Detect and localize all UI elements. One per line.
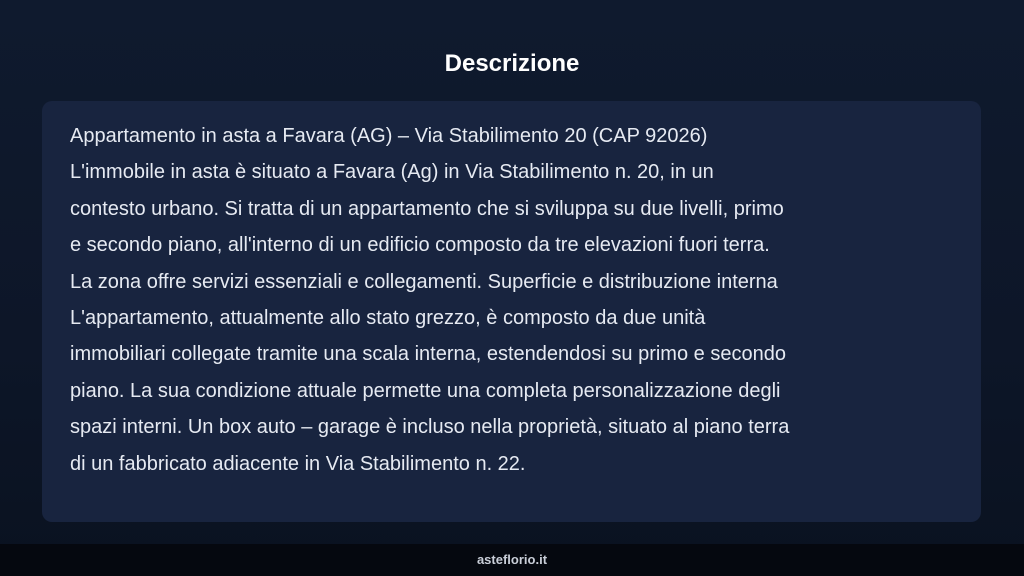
description-card [42,101,981,522]
description-text: Appartamento in asta a Favara (AG) – Via Stabilimento 20 (CAP 92026) L'immobile in asta è situato a Favara (Ag) in Via Stabilimento n. 20, in un contesto urbano. Si tratta di un appartamento che si sviluppa su due livelli, primo e secondo piano, all'interno di un edificio composto da tre elevazioni fuori terra. La zona offre servizi essenziali e collegamenti. Superficie e distribuzione interna L'appartamento, attualmente allo stato grezzo, è composto da due unità immobiliari collegate tramite una scala interna, estendendosi su primo e secondo piano. La sua condizione attuale permette una completa personalizzazione degli spazi interni. Un box auto – garage è incluso nella proprietà, situato al piano terra di un fabbricato adiacente in Via Stabilimento n. 22. [70,125,790,475]
page-title: Descrizione [444,50,580,77]
footer-site-label: asteflorio.it [476,552,548,567]
footer-bar [0,544,1024,576]
